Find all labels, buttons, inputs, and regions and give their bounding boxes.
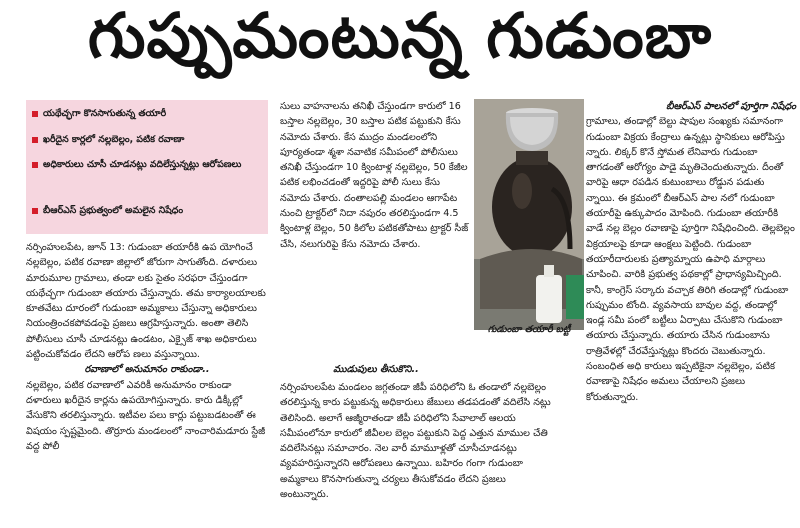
bullet-icon	[32, 111, 38, 117]
highlight-item	[32, 158, 264, 172]
gudumba-still-photo	[474, 99, 584, 330]
highlight-text: యథేచ్ఛగా కొనసాగుతున్న తయారీ	[43, 108, 167, 119]
article-paragraph: నర్సింహులపేట మండలం జగ్గతండా జీపీ పరిధిలోని ఓ తండాలో నల్లబెల్లం తరలిస్తున్న కారు పట్టుకున్న అధికారులు జేబులు తడపడంతో వదిలేసి నట్లు తెలిసింది. అలాగే ఆజ్మీరాతండా జీపీ పరిధిలోని సేవాలాల్ ఆలయ సమీపంలోనూ కారులో జీవీలల బెల్లం పట్టుకుని పెద్ద ఎత్తున మాముల చేతి వదిలేసినట్లు సమాచారం. నెల వారీ మామూళ్లతో చూసీచూడనట్లు వ్యవహరిస్తున్నారని ఆరోపణలు ఉన్నాయి. బహిరం గంగా గుడుంబా అమ్మకాలు కొనసాగుతున్నా చర్యలు తీసుకోవడం లేదని ప్రజలు అంటున్నారు.	[280, 382, 551, 501]
highlight-text: అధికారులు చూసీ చూడనట్లు వదిలేస్తున్నట్లు ఆరోపణలు	[43, 159, 242, 170]
bullet-icon	[32, 208, 38, 214]
highlight-item	[32, 133, 264, 147]
article-column-1	[26, 240, 268, 524]
highlight-text: ఖరీదైన కార్లలో నల్లబెల్లం, పటిక రవాణా	[43, 134, 185, 145]
highlight-item	[32, 204, 264, 218]
article-paragraph: గ్రామాలు, తండాల్లో బెల్టు షాపుల సంఖ్యకు సమానంగా గుడుంబా విక్రయ కేంద్రాలు ఉన్నట్లు స్థానికులు ఆరోపిస్తు న్నారు. లిక్కర్ కొనే స్తోమత లేనివారు గుడుంబా తాగడంతో ఆరోగ్యం పాడై మృతిచెందుతున్నారు. దీంతో వారిపై ఆధా రపడిన కుటుంబాలు రోడ్డున పడుతు న్నాయి. ఈ క్రమంలో బీఆర్ఎస్ పాల నలో గుడుంబా తయారీపై ఉక్కుపాదం మోపింది. గుడుంబా తయారీకి వాడే నల్ల బెల్లం రవాణాపై పూర్తిగా నిషేధించింది. తెల్లబెల్లం విక్రయాలపై కూడా ఆంక్షలు పెట్టింది. గుడుంబా తయారీదారులకు ప్రత్యామ్నాయ ఉపాధి మార్గాలు చూపించి. వారికి ప్రభుత్వ పథకాల్లో ప్రాధాన్యమిచ్చింది. కానీ, కాంగ్రెస్ సర్కారు వచ్చాక తిరిగి తండాల్లో గుడుంబా గుప్పుమం టోంది. వ్యవసాయ బావుల వద్ద, తండాల్లో ఇండ్ల సమీ పంలో బట్టీలు ఏర్పాటు చేసుకొని గుడుంబా తయారు చేస్తున్నారు. తయారు చేసిన గుడుంబాను రాత్రివేళల్లో చేరవేస్తున్నట్లు కొందరు చెబుతున్నారు. సంబంధిత అధి కారులు ఇప్పటికైనా నల్లబెల్లం, పటిక రవాణాపై నిషేధం అమలు చేయాలని ప్రజలు కోరుతున్నారు.	[586, 116, 795, 403]
article-column-2-lower	[280, 380, 554, 526]
highlight-text: బీఆర్ఎస్ ప్రభుత్వంలో అమలైన నిషేధం	[43, 205, 184, 216]
subheading: బీఆర్ఎస్ పాలనలో పూర్తిగా నిషేధం	[666, 101, 796, 112]
bullet-icon	[32, 162, 38, 168]
subheading: రవాణాలో అనుమానం రాకుండా..	[84, 364, 210, 376]
article-paragraph: నర్సింహులపేట, జూన్ 13: గుడుంబా తయారీకి ఉప యోగించే నల్లబెల్లం, పటిక రవాణా జిల్లాలో జోరుగా సాగుతోంది. దళారులు మారుమూల గ్రామాలు, తండా లకు సైతం సరఫరా చేస్తుండగా యథేచ్ఛగా గుడుంబా తయారు చేస్తున్నారు. తమ కార్యాలయాలకు కూతవేటు దూరంలో గుడుంబా అమ్మకాలు చేస్తున్నా అధికారులు నియంత్రించకపోవడంపై ప్రజలు ఆగ్రహిస్తున్నారు. అంతా తెలిసి పోలీసులు చూసీ చూడనట్లు ఉండటం, ఎక్సైజ్ శాఖ అధికారులు పట్టించుకోవడం లేదని ఆరోప ణలు వస్తున్నాయి.	[26, 242, 266, 361]
article-paragraph: నల్లబెల్లం, పటిక రవాణాలో ఎవరికీ అనుమానం రాకుండా దళారులు ఖరీదైన కార్లను ఉపయోగిస్తున్నారు. కారు డిక్కీల్లో వేసుకొని తరలిస్తున్నారు. ఇటీవల పలు కార్లు పట్టుబడటంతో ఈ విషయం స్పష్టమైంది. తొర్రూరు మండలంలో నాంచారిమడూరు స్టేజీ వద్ద పోలీ	[26, 379, 266, 452]
article-column-3	[586, 99, 796, 403]
still-illustration	[474, 99, 584, 330]
headline: గుప్పుమంటున్న గుడుంబా	[87, 0, 713, 72]
highlights-box	[26, 100, 268, 234]
article-column-2	[280, 99, 472, 379]
bullet-icon	[32, 137, 38, 143]
subheading-container	[280, 362, 472, 378]
highlight-item	[32, 107, 264, 121]
photo-caption: గుడుంబా తయారీ బట్టీ	[487, 324, 571, 335]
article-paragraph: సులు వాహనాలను తనిఖీ చేస్తుండగా కారులో 16 బస్తాల నల్లబెల్లం, 30 బస్తాల పటిక పట్టుకుని కేసు నమోదు చేశారు. కేస ముద్రం మండలంలోని పూర్యతండా శ్మశా నవాటిక సమీపంలో పోలీసులు తనిఖీ చేస్తుండగా 10 క్వింటాళ్ల నల్లబెల్లం, 50 కేజీల పటిక లభించడంతో ఇద్దరిపై పోలీ సులు కేసు నమోదు చేశారు. దంతాలపల్లి మండలం ఆగాపేట నుంచి ట్రాక్టర్‌లో నిదా నపురం తరలిస్తుండగా 4.5 క్వింటాళ్ల బెల్లం, 50 కిలోల పటికతోపాటు ట్రాక్టర్ సీజ్ చేసి, నలుగురిపై కేసు నమోదు చేశారు.	[280, 101, 469, 250]
subheading: ముడుపులు తీసుకొని..	[333, 364, 419, 375]
